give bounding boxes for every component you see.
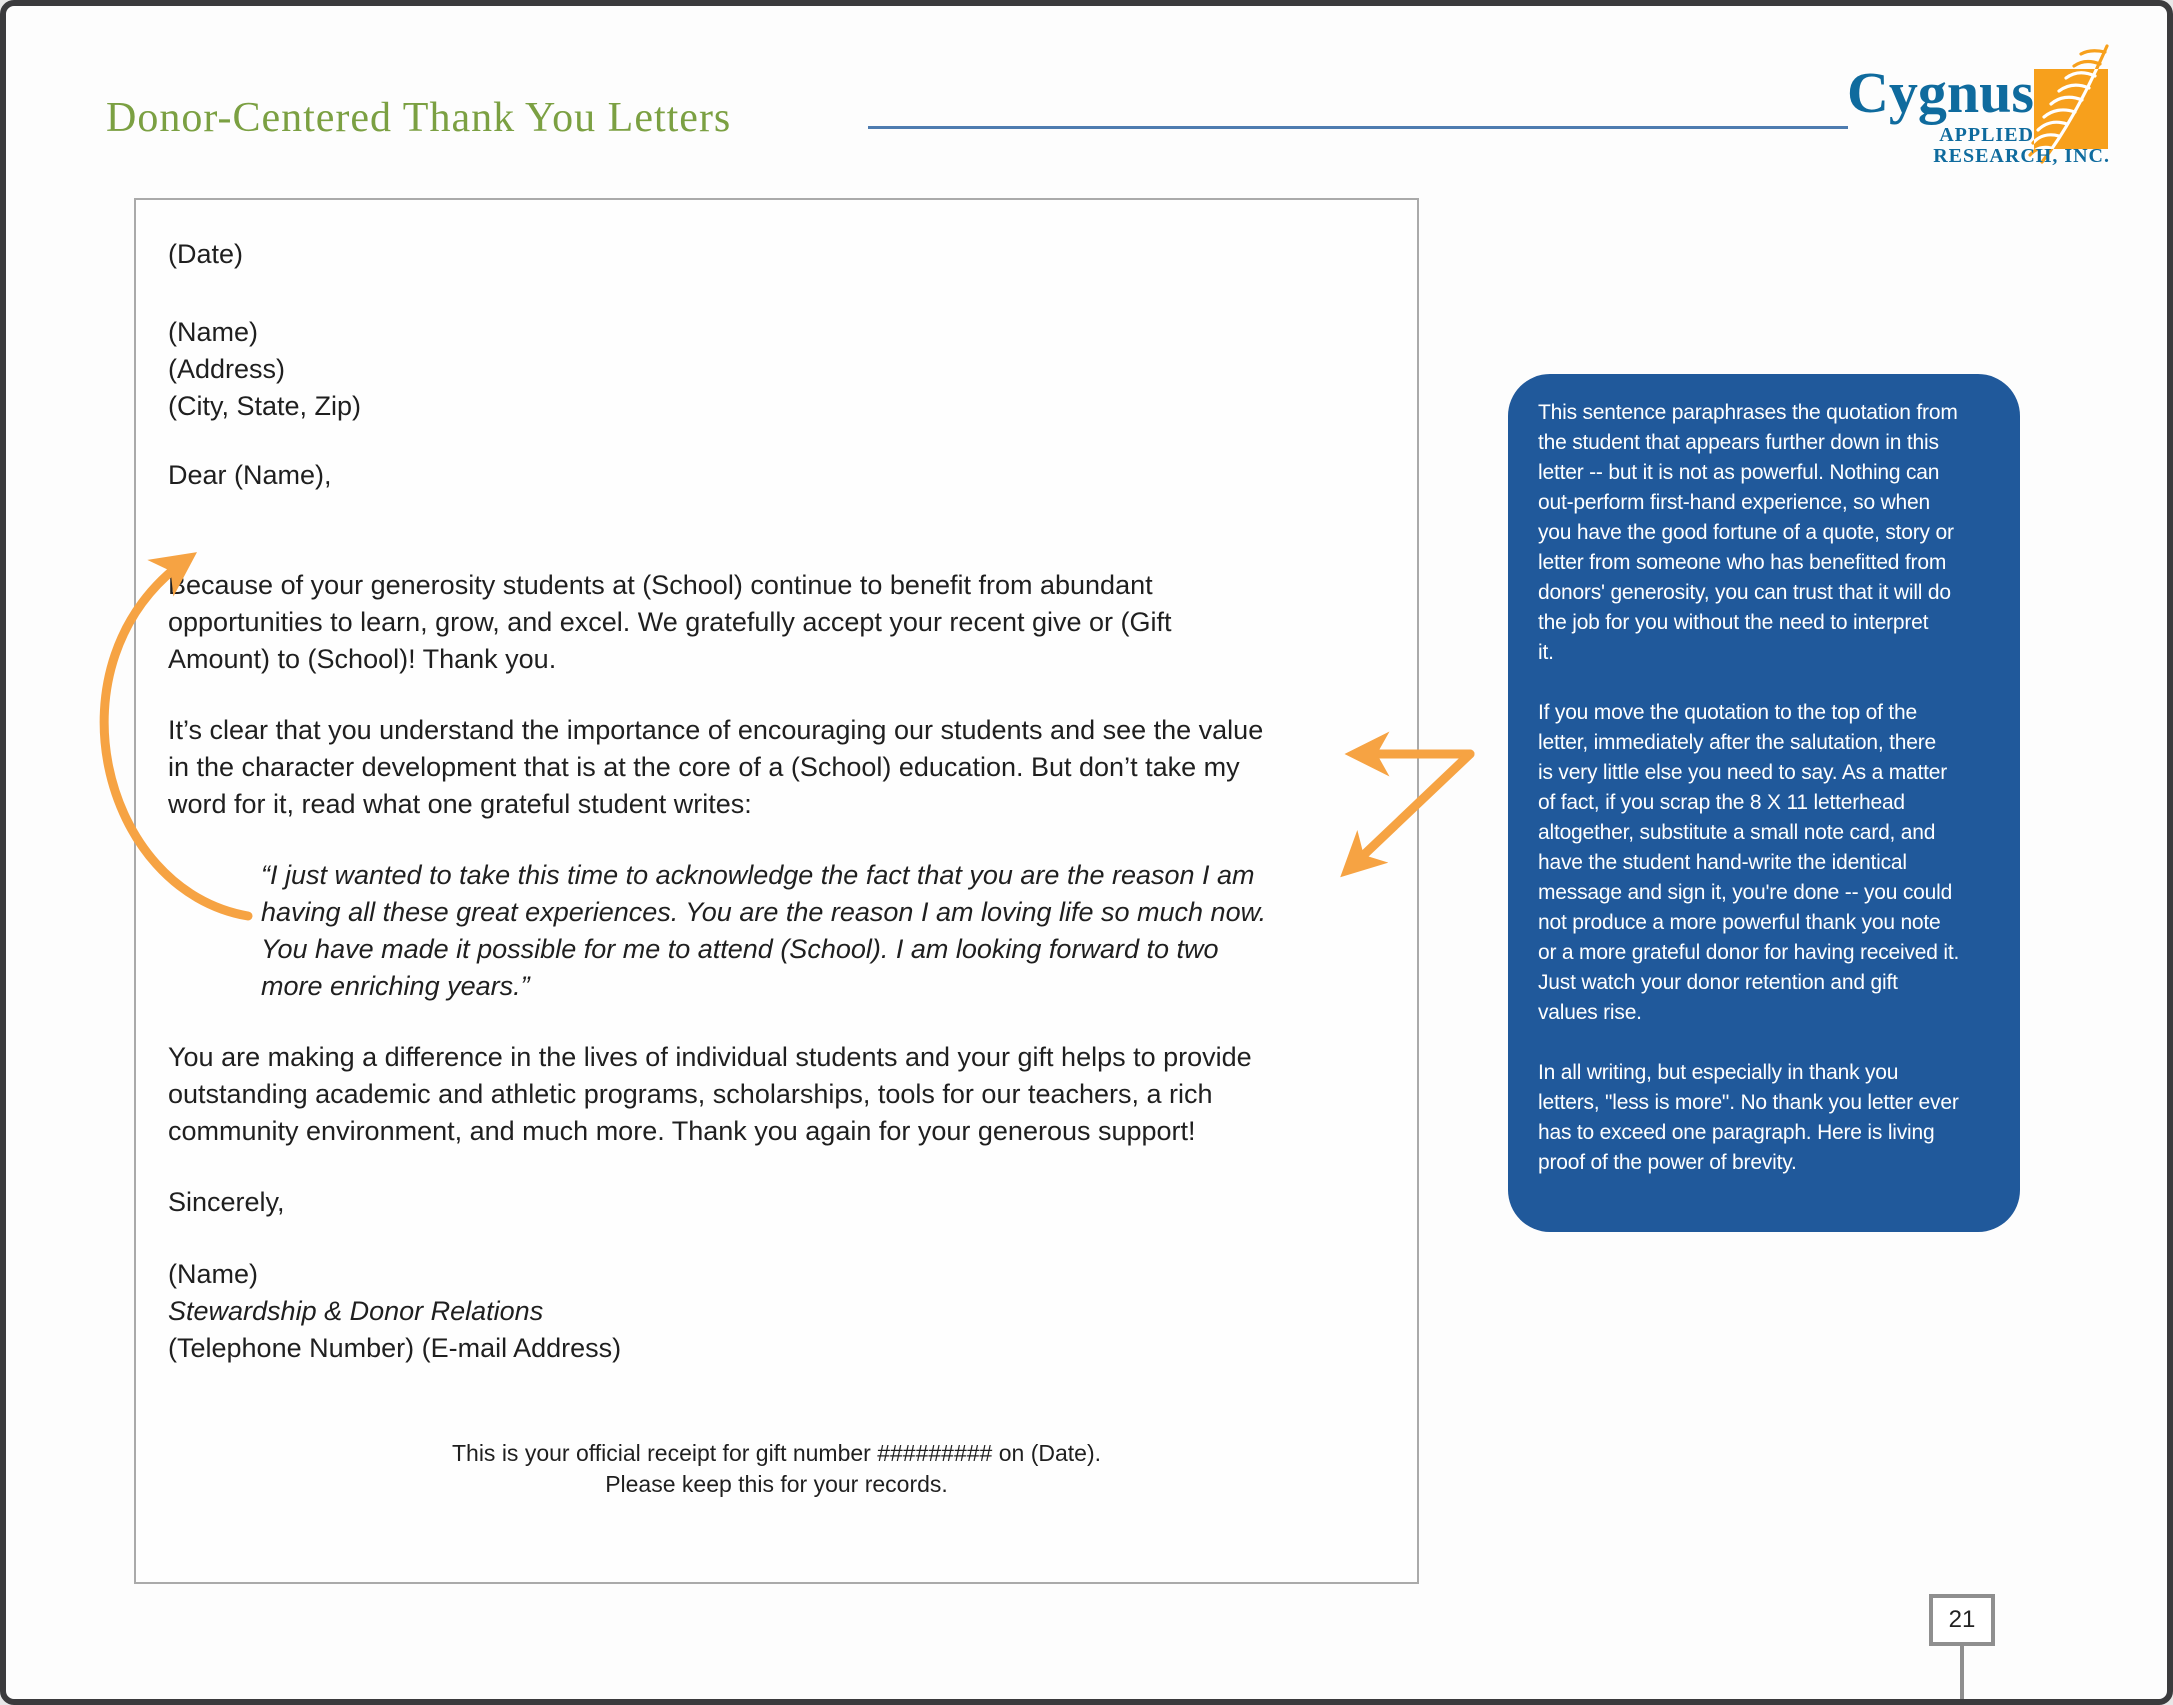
receipt-line-2: Please keep this for your records. — [605, 1471, 948, 1497]
signature-name: (Name) — [168, 1259, 259, 1289]
callout-line: not produce a more powerful thank you note — [1538, 911, 1941, 934]
callout-paragraph-3 — [1538, 1058, 2000, 1178]
recipient-line: (City, State, Zip) — [168, 391, 362, 421]
callout-paragraph-1 — [1538, 398, 2000, 668]
callout-line: the job for you without the need to interpret — [1538, 611, 1929, 634]
letter-paragraph-2 — [168, 712, 1263, 823]
signature-title: Stewardship & Donor Relations — [168, 1296, 544, 1326]
paragraph-line: You are making a difference in the lives of individual students and your gift helps to provide — [168, 1042, 1252, 1072]
logo-subtitle-research: RESEARCH, INC. — [1933, 145, 2110, 167]
letter-date: (Date) — [168, 239, 244, 269]
callout-line: letter from someone who has benefitted from — [1538, 551, 1947, 574]
callout-line: it. — [1538, 641, 1554, 664]
callout-line: letter -- but it is not as powerful. Nothing can — [1538, 461, 1940, 484]
callout-line: letter, immediately after the salutation, there — [1538, 731, 1936, 754]
letter-paragraph-3 — [168, 1039, 1252, 1150]
logo-wordmark: Cygnus — [1847, 60, 2034, 125]
page-number: 21 — [1948, 1606, 1976, 1633]
quote-line: more enriching years.” — [261, 971, 530, 1001]
callout-line: the student that appears further down in this — [1538, 431, 1939, 454]
callout-line: out-perform first-hand experience, so when — [1538, 491, 1930, 514]
paragraph-line: outstanding academic and athletic programs, scholarships, tools for our teachers, a rich — [168, 1079, 1213, 1109]
receipt-line-1: This is your official receipt for gift number ######### on (Date). — [451, 1440, 1102, 1466]
callout-line: In all writing, but especially in thank you — [1538, 1061, 1899, 1084]
recipient-line: (Address) — [168, 354, 286, 384]
callout-line: have the student hand-write the identical — [1538, 851, 1907, 874]
letter-paragraph-1 — [168, 567, 1172, 678]
signature-contact: (Telephone Number) (E-mail Address) — [168, 1333, 622, 1363]
header-rule — [868, 126, 1848, 129]
paragraph-line: It’s clear that you understand the importance of encouraging our students and see the value — [168, 715, 1264, 745]
callout-line: donors' generosity, you can trust that it will do — [1538, 581, 1951, 604]
paragraph-line: word for it, read what one grateful student writes: — [168, 789, 752, 819]
letter-signature — [168, 1256, 621, 1367]
quote-line: having all these great experiences. You are the reason I am loving life so much now. — [261, 897, 1267, 927]
callout-line: If you move the quotation to the top of the — [1538, 701, 1917, 724]
callout-line: has to exceed one paragraph. Here is living — [1538, 1121, 1935, 1144]
student-quote — [261, 857, 1266, 1005]
callout-line: altogether, substitute a small note card, and — [1538, 821, 1936, 844]
callout-line: proof of the power of brevity. — [1538, 1151, 1797, 1174]
letter-salutation: Dear (Name), — [168, 460, 332, 490]
logo-subtitle-applied: APPLIED — [1939, 124, 2034, 146]
letter-closing: Sincerely, — [168, 1187, 285, 1217]
paragraph-line: Because of your generosity students at (School) continue to benefit from abundant — [168, 570, 1153, 600]
callout-line: Just watch your donor retention and gift — [1538, 971, 1898, 994]
callout-line: values rise. — [1538, 1001, 1642, 1024]
callout-line: or a more grateful donor for having received it. — [1538, 941, 1960, 964]
letter-document — [134, 198, 1419, 1584]
page-title: Donor-Centered Thank You Letters — [106, 95, 732, 141]
paragraph-line: community environment, and much more. Thank you again for your generous support! — [168, 1116, 1196, 1146]
annotation-callout — [1508, 374, 2020, 1232]
callout-line: message and sign it, you're done -- you could — [1538, 881, 1953, 904]
receipt-note — [136, 1438, 1417, 1500]
quote-line: “I just wanted to take this time to acknowledge the fact that you are the reason I am — [261, 860, 1255, 890]
page-number-stem — [1960, 1646, 1964, 1705]
callout-line: you have the good fortune of a quote, story or — [1538, 521, 1954, 544]
callout-line: This sentence paraphrases the quotation from — [1538, 401, 1958, 424]
recipient-line: (Name) — [168, 317, 259, 347]
paragraph-line: Amount) to (School)! Thank you. — [168, 644, 557, 674]
quote-line: You have made it possible for me to attend (School). I am looking forward to two — [261, 934, 1219, 964]
callout-line: is very little else you need to say. As a matter — [1538, 761, 1948, 784]
letter-recipient — [168, 314, 361, 425]
paragraph-line: in the character development that is at the core of a (School) education. But don’t take my — [168, 752, 1240, 782]
callout-paragraph-2 — [1538, 698, 2000, 1028]
callout-line: of fact, if you scrap the 8 X 11 letterhead — [1538, 791, 1905, 814]
page-number-box — [1929, 1594, 1995, 1646]
paragraph-line: opportunities to learn, grow, and excel. We gratefully accept your recent give or (Gift — [168, 607, 1172, 637]
callout-line: letters, "less is more". No thank you letter ever — [1538, 1091, 1959, 1114]
